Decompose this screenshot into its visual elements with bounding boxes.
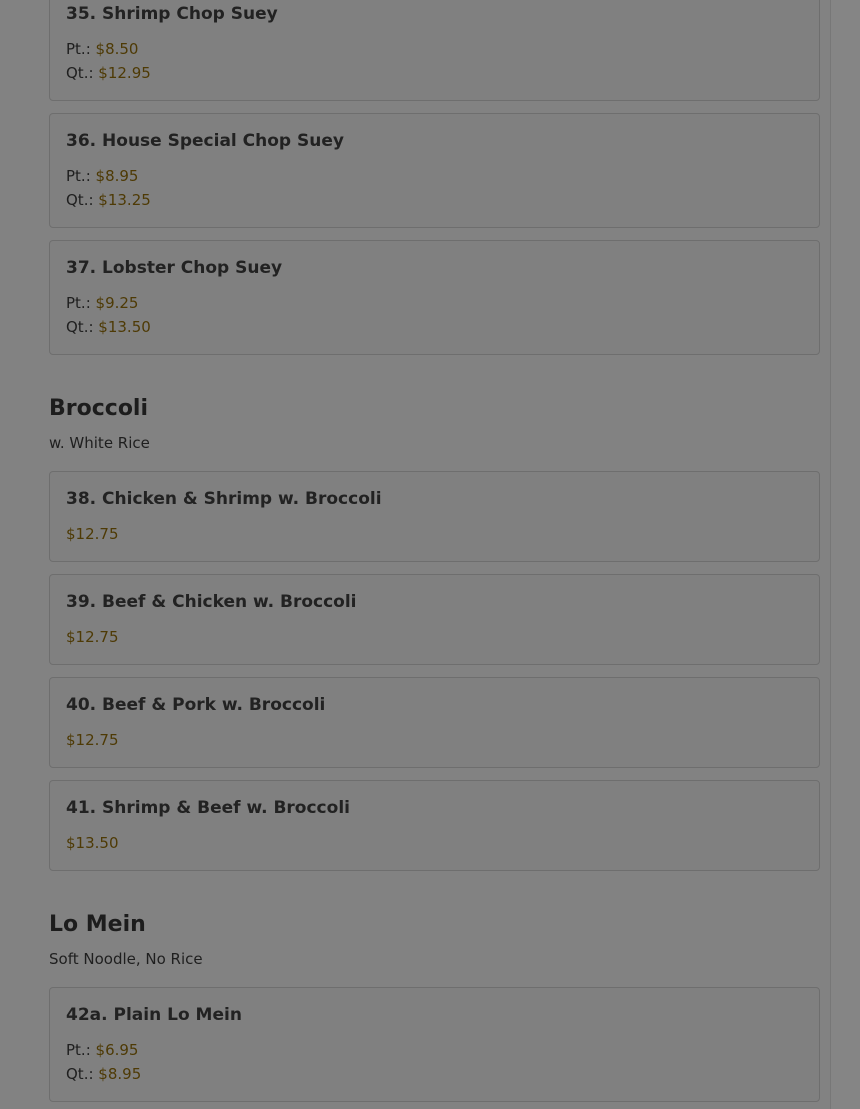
cart-panel-edge xyxy=(830,0,860,1109)
pint-price: $8.50 xyxy=(95,40,139,58)
price-line xyxy=(66,728,119,752)
menu-item-card[interactable] xyxy=(49,987,820,1102)
quart-label: Qt.: xyxy=(66,318,94,336)
item-price: $12.75 xyxy=(66,525,119,543)
menu-item-card[interactable] xyxy=(49,780,820,871)
quart-label: Qt.: xyxy=(66,1065,94,1083)
pint-price-line xyxy=(66,164,138,188)
menu-item-card[interactable] xyxy=(49,677,820,768)
menu-item-title: 36. House Special Chop Suey xyxy=(66,131,344,151)
price-line xyxy=(66,522,119,546)
item-price: $12.75 xyxy=(66,628,119,646)
menu-item-title: 42a. Plain Lo Mein xyxy=(66,1005,242,1025)
pint-price: $9.25 xyxy=(95,294,139,312)
quart-price: $13.50 xyxy=(98,318,151,336)
menu-item-card[interactable] xyxy=(49,574,820,665)
quart-price: $13.25 xyxy=(98,191,151,209)
section-subtitle: w. White Rice xyxy=(49,434,150,452)
menu-item-title: 37. Lobster Chop Suey xyxy=(66,258,283,278)
menu-item-card[interactable] xyxy=(49,113,820,228)
section-title: Broccoli xyxy=(49,396,149,421)
menu-item-card[interactable] xyxy=(49,240,820,355)
menu-item-title: 39. Beef & Chicken w. Broccoli xyxy=(66,592,357,612)
quart-price-line xyxy=(66,315,151,339)
section-subtitle: Soft Noodle, No Rice xyxy=(49,950,203,968)
pint-label: Pt.: xyxy=(66,167,91,185)
quart-price: $12.95 xyxy=(98,64,151,82)
pint-price: $8.95 xyxy=(95,167,139,185)
item-price: $13.50 xyxy=(66,834,119,852)
quart-price-line xyxy=(66,61,151,85)
pint-price-line xyxy=(66,291,138,315)
pint-label: Pt.: xyxy=(66,1041,91,1059)
menu-item-title: 38. Chicken & Shrimp w. Broccoli xyxy=(66,489,382,509)
pint-label: Pt.: xyxy=(66,294,91,312)
quart-price-line xyxy=(66,188,151,212)
quart-price: $8.95 xyxy=(98,1065,142,1083)
pint-price-line xyxy=(66,37,138,61)
menu-item-title: 41. Shrimp & Beef w. Broccoli xyxy=(66,798,350,818)
item-price: $12.75 xyxy=(66,731,119,749)
menu-item-title: 35. Shrimp Chop Suey xyxy=(66,4,278,24)
pint-price-line xyxy=(66,1038,138,1062)
price-line xyxy=(66,625,119,649)
price-line xyxy=(66,831,119,855)
section-title: Lo Mein xyxy=(49,912,146,937)
menu-item-card[interactable] xyxy=(49,471,820,562)
pint-label: Pt.: xyxy=(66,40,91,58)
quart-label: Qt.: xyxy=(66,191,94,209)
menu-item-title: 40. Beef & Pork w. Broccoli xyxy=(66,695,326,715)
quart-label: Qt.: xyxy=(66,64,94,82)
menu-item-card[interactable] xyxy=(49,0,820,101)
pint-price: $6.95 xyxy=(95,1041,139,1059)
quart-price-line xyxy=(66,1062,141,1086)
